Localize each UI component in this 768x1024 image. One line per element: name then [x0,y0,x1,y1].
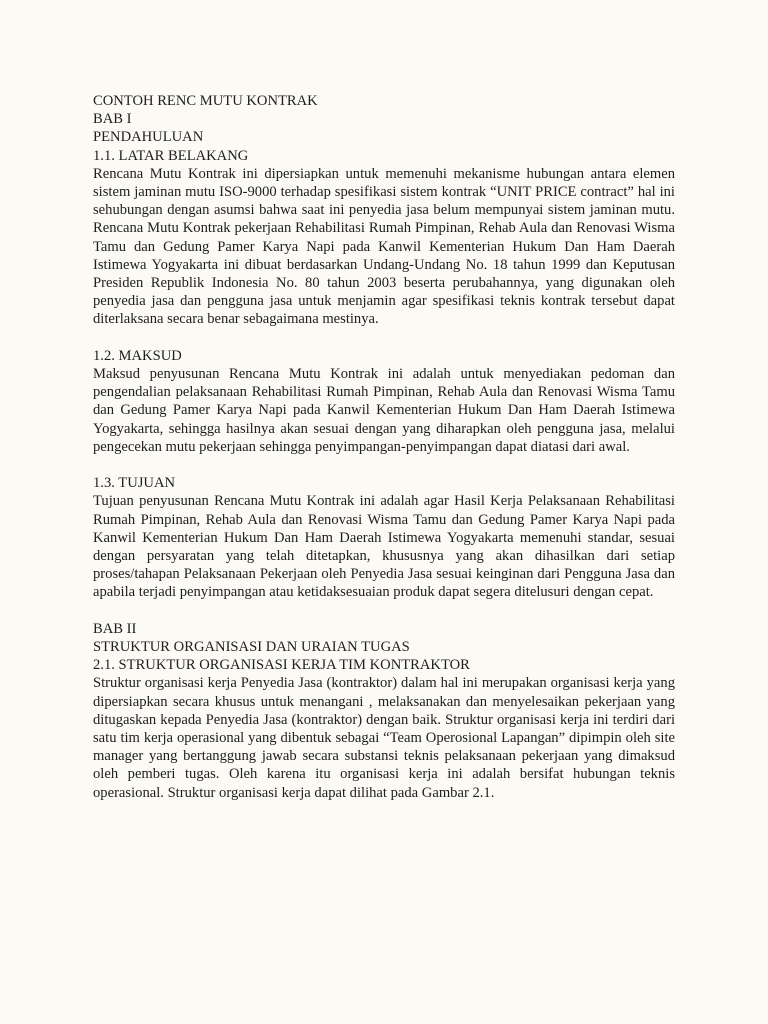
chapter-2-label: BAB II [93,620,137,637]
section-1-3-body: Tujuan penyusunan Rencana Mutu Kontrak ini adalah agar Hasil Kerja Pelaksanaan Rehabilitasi Rumah Pimpinan, Rehab Aula dan Renovasi Wisma Tamu dan Gedung Pamer Karya Napi pada Kanwil Kementerian Hukum Dan Ham Daerah Istimewa Yogyakarta memenuhi standar, sesuai dengan persyaratan yang telah ditetapkan, khususnya yang akan dihasilkan dari setiap proses/tahapan Pelaksanaan Pekerjaan oleh Penyedia Jasa sesuai keinginan dari Pengguna Jasa dan apabila terjadi penyimpangan atau ketidaksesuaian produk dapat segera ditelusuri dengan cepat. [93,493,675,601]
section-2-1-heading: 2.1. STRUKTUR ORGANISASI KERJA TIM KONTRAKTOR [93,657,470,674]
section-1-2-body: Maksud penyusunan Rencana Mutu Kontrak ini adalah untuk menyediakan pedoman dan pengendalian pelaksanaan Rehabilitasi Rumah Pimpinan, Rehab Aula dan Renovasi Wisma Tamu dan Gedung Pamer Karya Napi pada Kanwil Kementerian Hukum Dan Ham Daerah Istimewa Yogyakarta, sehingga hasilnya akan sesuai dengan yang diharapkan oleh pengguna jasa, melalui pengecekan mutu pekerjaan sehingga penyimpangan-penyimpangan dapat diatasi dari awal. [93,366,675,455]
section-1-1-heading: 1.1. LATAR BELAKANG [93,147,249,164]
document-title: CONTOH RENC MUTU KONTRAK [93,93,318,109]
section-1-2-heading: 1.2. MAKSUD [93,347,182,364]
chapter-1-label: BAB I [93,111,132,128]
chapter-2-title: STRUKTUR ORGANISASI DAN URAIAN TUGAS [93,639,410,656]
chapter-1-title: PENDAHULUAN [93,129,204,146]
section-2-1-body: Struktur organisasi kerja Penyedia Jasa (kontraktor) dalam hal ini merupakan organisasi kerja yang dipersiapkan secara khusus untuk menangani , melaksanakan dan menyelesaikan pekerjaan yang ditugaskan kepada Penyedia Jasa (kontraktor) dengan baik. Struktur organisasi kerja ini terdiri dari satu tim kerja operasional yang dibentuk sebagai “Team Operosional Lapangan” dipimpin oleh site manager yang bertanggung jawab secara substansi teknis pelaksanaan pekerjaan yang dimaksud oleh pemberi tugas. Oleh karena itu organisasi kerja ini adalah bersifat hubungan teknis operasional. Struktur organisasi kerja dapat dilihat pada Gambar 2.1. [93,675,675,801]
paragraph-spacer [93,329,675,347]
section-1-1-body: Rencana Mutu Kontrak ini dipersiapkan untuk memenuhi mekanisme hubungan antara elemen sistem jaminan mutu ISO-9000 terhadap spesifikasi sistem kontrak “UNIT PRICE contract” hal ini sehubungan dengan asumsi bahwa saat ini penyedia jasa belum mempunyai sistem jaminan mutu. Rencana Mutu Kontrak pekerjaan Rehabilitasi Rumah Pimpinan, Rehab Aula dan Renovasi Wisma Tamu dan Gedung Pamer Karya Napi pada Kanwil Kementerian Hukum Dan Ham Daerah Istimewa Yogyakarta ini dibuat berdasarkan Undang-Undang No. 18 tahun 1999 dan Keputusan Presiden Republik Indonesia No. 80 tahun 2003 beserta perubahannya, yang digunakan oleh penyedia jasa dan pengguna jasa untuk menjamin agar spesifikasi teknis kontrak tersebut dapat diterlaksana secara benar sebagaimana mestinya. [93,165,675,328]
section-1-3-heading: 1.3. TUJUAN [93,475,176,492]
document-body [93,92,675,802]
paragraph-spacer [93,456,675,474]
paragraph-spacer [93,602,675,620]
